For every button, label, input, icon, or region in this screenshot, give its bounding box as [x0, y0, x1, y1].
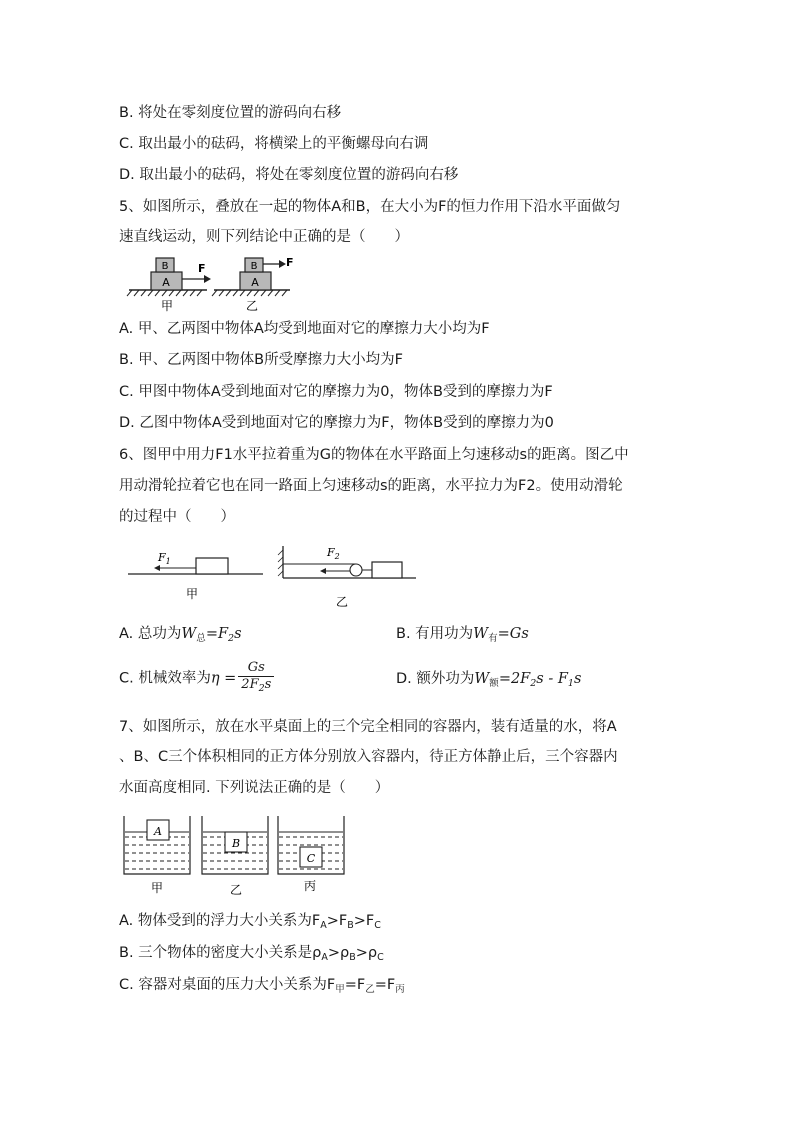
q5-label-a-yi: A — [251, 276, 259, 289]
q7-option-a: A. 物体受到的浮力大小关系为$F_A>F_B>F_C$ — [119, 913, 381, 931]
q7-option-b: B. 三个物体的密度大小关系是$\rho_A>\rho_B>\rho_C$ — [119, 945, 384, 963]
q7-container-yi — [202, 816, 268, 897]
q5-label-f-jia: F — [198, 262, 206, 275]
q5-figure — [124, 252, 294, 314]
q7-container-jia — [124, 816, 190, 895]
q6-stem-line1: 6、图甲中用力F1水平拉着重为G的物体在水平路面上匀速移动s的距离。图乙中 — [119, 447, 629, 463]
q5-option-a: A. 甲、乙两图中物体A均受到地面对它的摩擦力大小均为F — [119, 321, 490, 337]
q6-figure — [124, 542, 420, 612]
svg-text:A: A — [154, 825, 162, 838]
q7-stem-line3: 水面高度相同. 下列说法正确的是（ ） — [119, 780, 390, 796]
q6-option-b: B. 有用功为$W_有=Gs$ — [396, 626, 529, 644]
q6-stem-line2: 用动滑轮拉着它也在同一路面上匀速移动s的距离，水平拉力为F2。使用动滑轮 — [119, 478, 623, 494]
q4-option-b: B. 将处在零刻度位置的游码向右移 — [119, 105, 342, 121]
svg-text:F2: $F_2$ — [327, 546, 340, 561]
q7-stem-line2: 、B、C三个体积相同的正方体分别放入容器内，待正方体静止后，三个容器内 — [119, 749, 618, 765]
q6-figure-jia — [128, 551, 263, 601]
svg-text:B: B — [231, 837, 241, 850]
q6-pulley — [350, 564, 362, 576]
q5-label-a-jia: A — [162, 276, 170, 289]
q6-caption-jia: 甲 — [185, 587, 199, 601]
q5-label-b-yi: B — [250, 261, 258, 272]
q5-label-f-yi: F — [286, 256, 294, 269]
q4-option-c: C. 取出最小的砝码，将横梁上的平衡螺母向右调 — [119, 136, 429, 152]
q5-caption-yi: 乙 — [245, 299, 259, 313]
q6-stem-line3: 的过程中（ ） — [119, 509, 235, 525]
q5-figure-yi — [212, 256, 294, 313]
q7-caption-jia: 甲 — [150, 881, 164, 895]
q7-caption-yi: 乙 — [229, 883, 243, 897]
q4-option-d: D. 取出最小的砝码，将处在零刻度位置的游码向右移 — [119, 167, 459, 183]
q6-option-c: C. 机械效率为η = $\frac{Gs}{2F_2s}$ — [119, 660, 274, 697]
q7-option-c: C. 容器对桌面的压力大小关系为$F_甲=F_乙=F_丙$ — [119, 977, 405, 995]
q6-block-jia — [196, 558, 228, 574]
q5-label-b-jia: B — [161, 261, 169, 272]
q7-caption-bing: 丙 — [303, 879, 317, 893]
q6-figure-yi — [278, 546, 416, 609]
q5-caption-jia: 甲 — [160, 299, 174, 313]
svg-text:C: C — [306, 852, 316, 865]
q7-stem-line1: 7、如图所示，放在水平桌面上的三个完全相同的容器内，装有适量的水，将A — [119, 719, 617, 735]
q6-option-d: D. 额外功为$W_额=2F_2s - F_1s$ — [396, 671, 582, 689]
q5-stem-line1: 5、如图所示，叠放在一起的物体A和B，在大小为F的恒力作用下沿水平面做匀 — [119, 199, 621, 215]
q5-figure-jia — [127, 258, 211, 313]
q5-option-d: D. 乙图中物体A受到地面对它的摩擦力为F，物体B受到的摩擦力为0 — [119, 415, 554, 431]
q6-caption-yi: 乙 — [335, 595, 349, 609]
q5-option-b: B. 甲、乙两图中物体B所受摩擦力大小均为F — [119, 352, 403, 368]
svg-text:F1: $F_1$ — [158, 551, 171, 566]
q6-block-yi — [372, 562, 402, 578]
q7-figure — [120, 812, 350, 902]
q6-option-a: A. 总功为$W_总=F_2s$ — [119, 626, 242, 644]
q5-option-c: C. 甲图中物体A受到地面对它的摩擦力为0，物体B受到的摩擦力为F — [119, 384, 553, 400]
q5-stem-line2: 速直线运动，则下列结论中正确的是（ ） — [119, 229, 409, 245]
q7-container-bing — [278, 816, 344, 893]
